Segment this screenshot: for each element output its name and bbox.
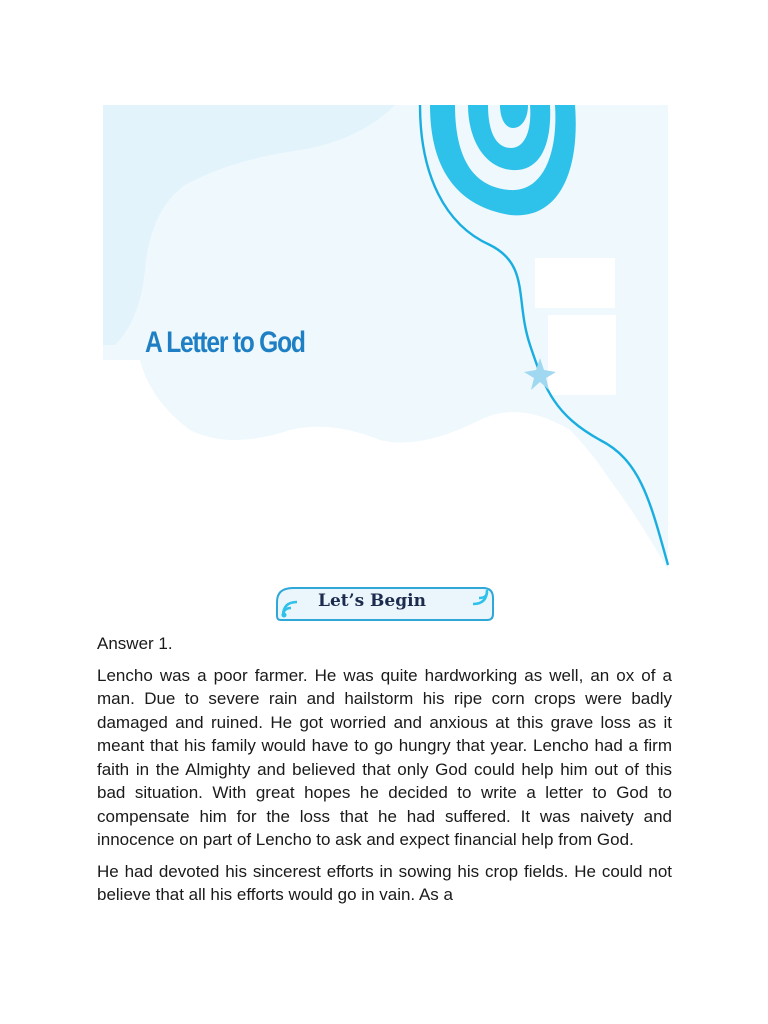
answer-heading: Answer 1. (97, 634, 173, 653)
answer-content (97, 632, 672, 915)
answer-paragraph: He had devoted his sincerest efforts in sowing his crop fields. He could not believe that all his efforts would go in vain. As a (97, 861, 672, 904)
section-label: Let’s Begin (318, 591, 426, 611)
answer-paragraph: Lencho was a poor farmer. He was quite hardworking as well, an ox of a man. Due to severe rain and hailstorm his ripe corn crops were badly damaged and ruined. He got worried and anxious at this grave loss as it meant that his family would have to go hungry that year. Lencho had a firm faith in the Almighty and believed that only God could help him out of this bad situation. With great hopes he decided to write a letter to God to compensate him for the loss that he had suffered. It was naivety and innocence on part of Lencho to ask and expect financial help from God. (97, 665, 672, 849)
chapter-title: A Letter to God (145, 326, 305, 359)
section-banner (275, 582, 495, 622)
hero-white-box (548, 315, 616, 395)
hero-white-box (535, 258, 615, 308)
